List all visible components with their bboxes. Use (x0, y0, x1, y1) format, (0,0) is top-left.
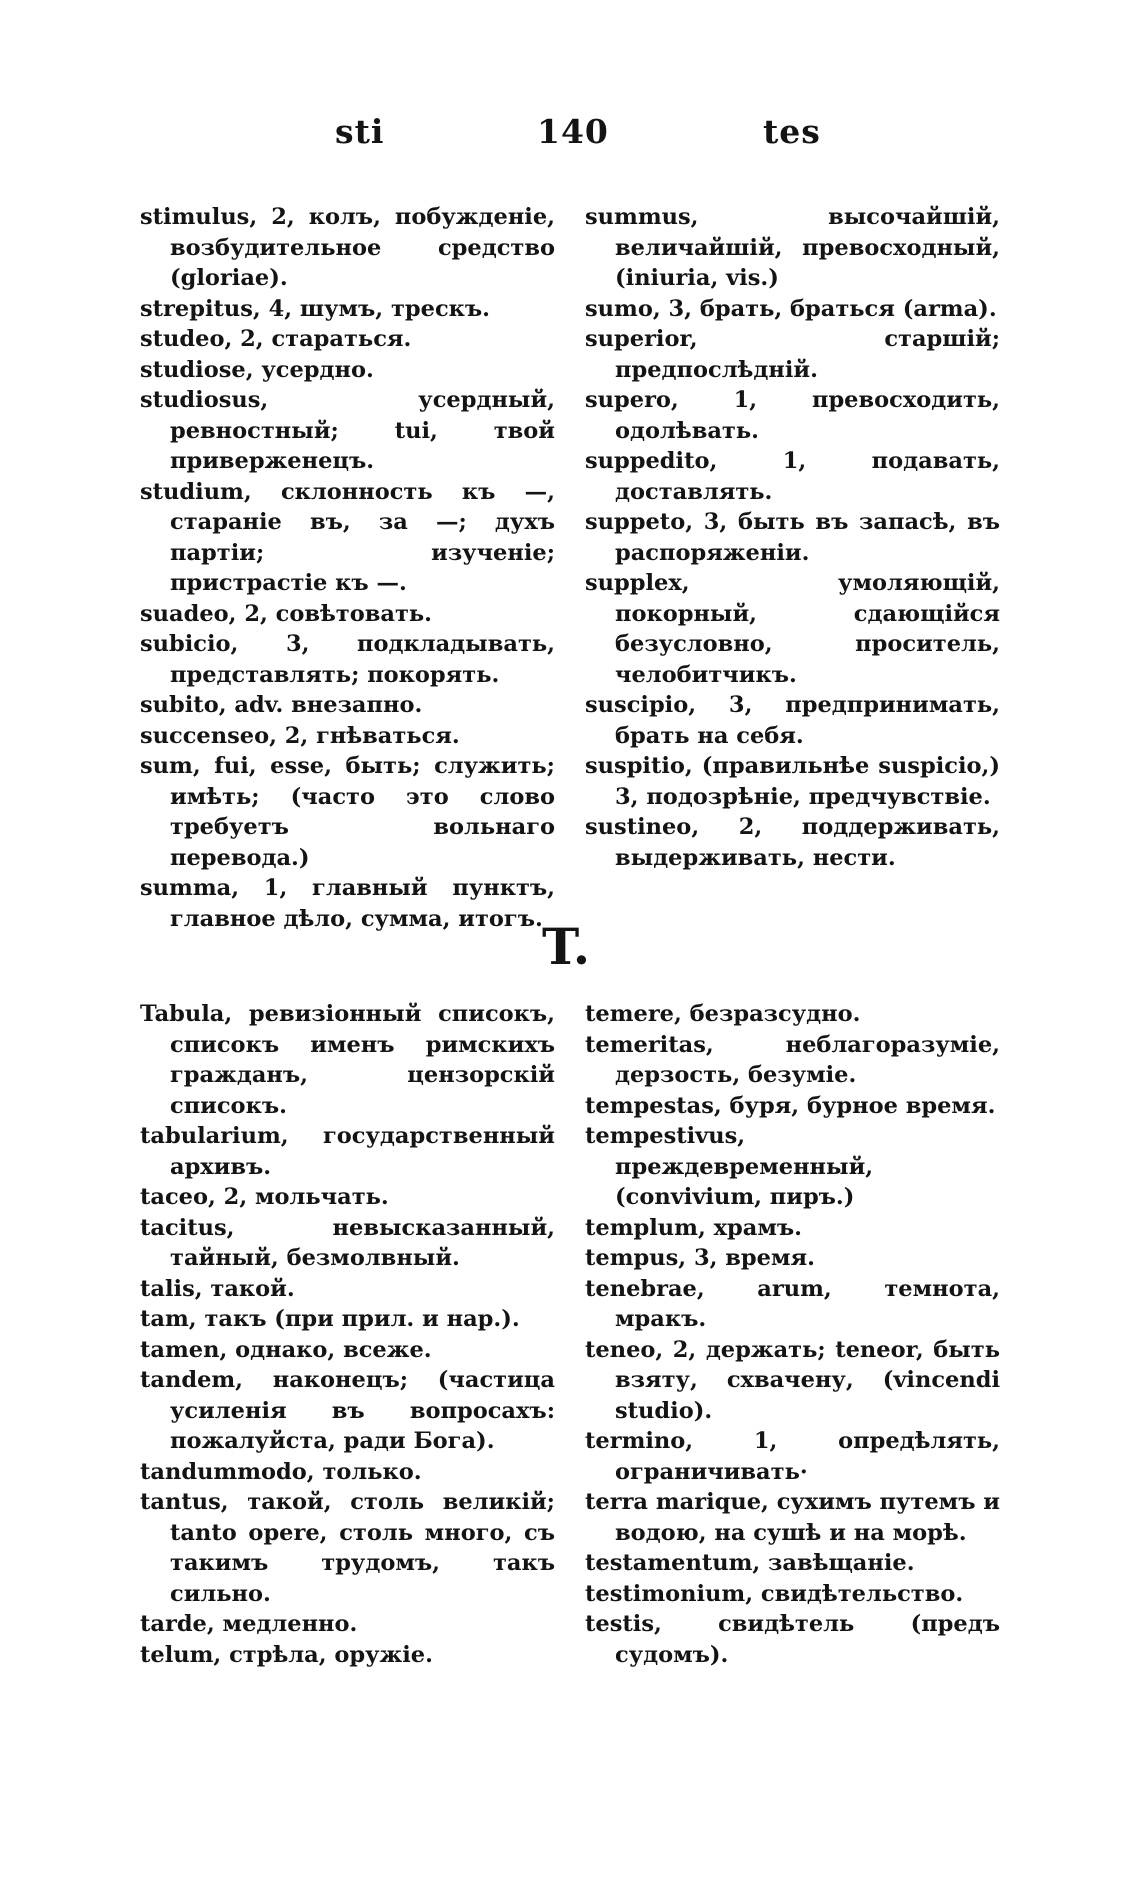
dictionary-entry: subito, adv. внезапно. (140, 692, 423, 718)
entry-column-upper-right (585, 202, 1000, 873)
dictionary-entry: testis, свидѣтель (предъ судомъ). (585, 1611, 1000, 1668)
dictionary-entry: suppedito, 1, подавать, доставлять. (585, 448, 1000, 505)
dictionary-entry: summus, высочайшій, величайшій, превосходный, (iniuria, vis.) (585, 204, 1000, 291)
dictionary-entry: stimulus, 2, колъ, побужденіе, возбудительное средство (gloriae). (140, 204, 555, 291)
dictionary-entry: temeritas, неблагоразуміе, дерзость, безуміе. (585, 1031, 1000, 1088)
dictionary-entry: tamen, однако, всеже. (140, 1336, 432, 1363)
dictionary-entry: studiosus, усердный, ревностный; tui, твой приверженецъ. (140, 387, 555, 474)
dictionary-entry: testamentum, завѣщаніе. (585, 1550, 915, 1576)
dictionary-entry: sustineo, 2, поддерживать, выдерживать, нести. (585, 814, 1000, 871)
dictionary-entry: tenebrae, arum, темнота, мракъ. (585, 1275, 1000, 1332)
section-letter: T. (542, 917, 591, 976)
dictionary-entry: subicio, 3, подкладывать, представлять; покорять. (140, 631, 555, 688)
dictionary-entry: suadeo, 2, совѣтовать. (140, 600, 433, 627)
dictionary-entry: taceo, 2, мольчать. (140, 1184, 389, 1210)
dictionary-entry: termino, 1, опредѣлять, ограничивать· (585, 1428, 1000, 1485)
dictionary-entry: sumo, 3, брать, браться (arma). (585, 295, 997, 322)
dictionary-entry: studiose, усердно. (140, 356, 374, 383)
dictionary-entry: suspitio, (правильнѣе suspicio,) 3, подозрѣніе, предчувствіе. (585, 753, 1000, 810)
entry-column-lower-left (140, 999, 555, 1670)
dictionary-entry: tempestivus, преждевременный, (convivium, пиръ.) (585, 1123, 874, 1210)
dictionary-entry: superior, старшій; предпослѣдній. (585, 326, 1000, 383)
dictionary-entry: studeo, 2, стараться. (140, 326, 412, 352)
entry-column-lower-right (585, 999, 1000, 1670)
dictionary-entry: tempus, 3, время. (585, 1245, 815, 1271)
dictionary-entry: supero, 1, превосходить, одолѣвать. (585, 387, 1000, 444)
dictionary-entry: supplex, умоляющій, покорный, сдающійся безусловно, проситель, челобитчикъ. (585, 570, 1000, 688)
dictionary-entry: terra marique, сухимъ путемъ и водою, на сушѣ и на морѣ. (585, 1489, 1000, 1546)
dictionary-entry: testimonium, свидѣтельство. (585, 1580, 964, 1607)
dictionary-entry: suppeto, 3, быть въ запасѣ, въ распоряженіи. (585, 509, 1000, 566)
dictionary-entry: templum, храмъ. (585, 1214, 802, 1241)
dictionary-entry: teneo, 2, держать; teneor, быть взяту, схвачену, (vincendi studio). (585, 1336, 1000, 1424)
header-right-word: tes (763, 112, 821, 151)
dictionary-entry: tabularium, государственный архивъ. (140, 1123, 555, 1180)
page-number: 140 (537, 112, 609, 151)
dictionary-entry: tarde, медленно. (140, 1611, 358, 1637)
dictionary-entry: tam, такъ (при прил. и нар.). (140, 1306, 520, 1332)
dictionary-entry: tacitus, невысказанный, тайный, безмолвный. (140, 1214, 555, 1271)
dictionary-entry: temere, безразсудно. (585, 1001, 861, 1027)
dictionary-entry: summa, 1, главный пунктъ, главное дѣло, сумма, итогъ. (140, 875, 555, 932)
header-left-word: sti (335, 112, 385, 151)
dictionary-entry: sum, fui, esse, быть; служить; имѣть; (часто это слово требуетъ вольнаго перевода.) (140, 753, 555, 871)
dictionary-entry: tandummodo, только. (140, 1458, 422, 1485)
entry-column-upper-left (140, 202, 555, 934)
dictionary-entry: studium, склонность къ —, стараніе въ, за —; духъ партіи; изученіе; пристрастіе къ —. (140, 478, 555, 596)
dictionary-entry: strepitus, 4, шумъ, трескъ. (140, 295, 491, 322)
dictionary-entry: telum, стрѣла, оружіе. (140, 1641, 433, 1668)
dictionary-entry: Tabula, ревизіонный списокъ, списокъ именъ римскихъ гражданъ, цензорскій списокъ. (140, 1001, 555, 1119)
dictionary-entry: tandem, наконецъ; (частица усиленія въ вопросахъ: пожалуйста, ради Бога). (140, 1367, 555, 1454)
dictionary-entry: succenseo, 2, гнѣваться. (140, 722, 460, 749)
dictionary-entry: talis, такой. (140, 1275, 295, 1302)
dictionary-entry: tantus, такой, столь великій; tanto opere, столь много, съ такимъ трудомъ, такъ сильно. (140, 1489, 555, 1607)
dictionary-entry: tempestas, буря, бурное время. (585, 1092, 996, 1119)
dictionary-entry: suscipio, 3, предпринимать, брать на себя. (585, 692, 1000, 749)
